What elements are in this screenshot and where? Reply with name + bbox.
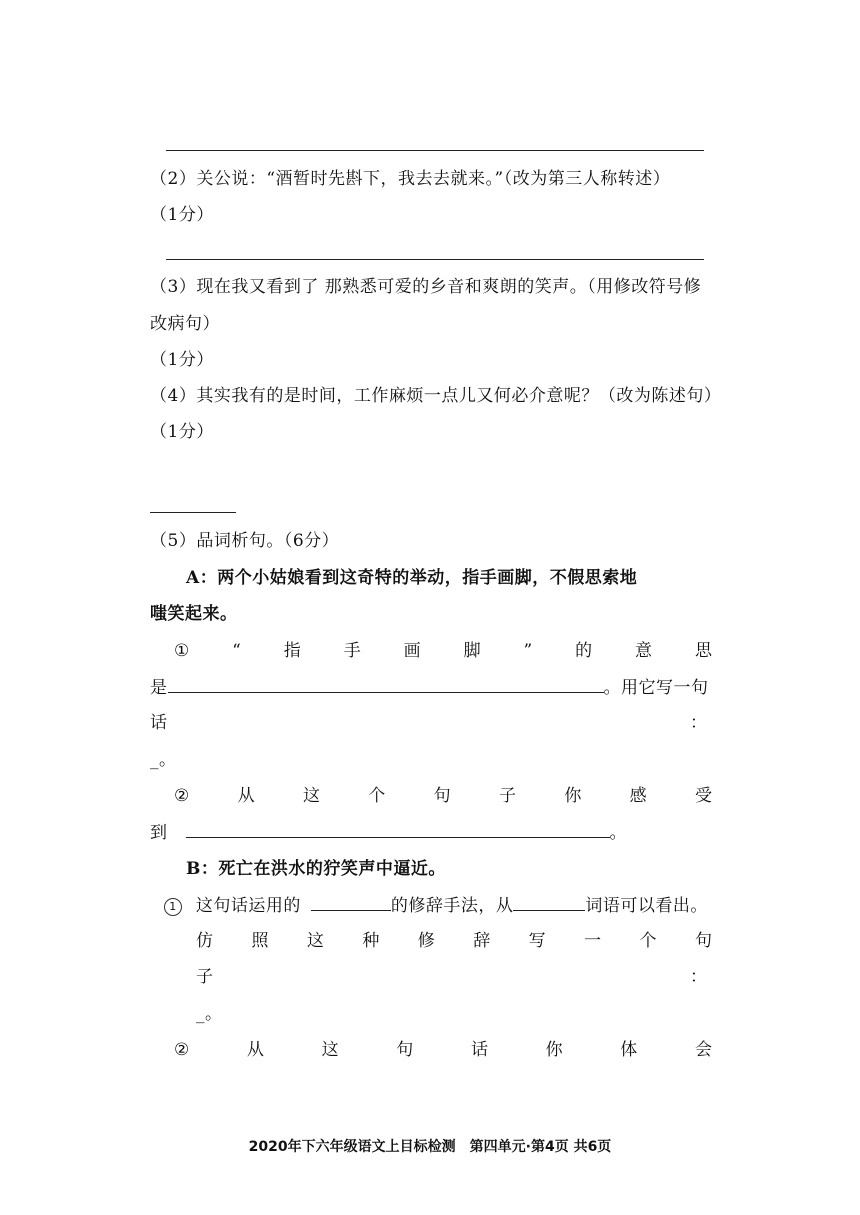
q5-a2-prompt [174,785,712,807]
q4-text: （4）其实我有的是时间，工作麻烦一点儿又何必介意呢？（改为陈述句） [150,386,722,406]
q3-score: （1分） [150,350,214,370]
a1-row-char: 的 [575,641,593,661]
answer-blank-b1-rhetoric[interactable] [311,894,391,911]
a2-row-char: 你 [564,786,582,806]
q5-a1-line2 [150,676,709,699]
a1-row-char: 脚 [463,641,481,661]
q5-b1-line3-prefix: 子 [196,967,214,987]
q5-a1-line3-colon: ： [690,713,708,733]
b2-row-char: 这 [321,1040,339,1060]
b2-row-char: ② [174,1040,190,1060]
q5-a1-line4: _。 [150,750,177,770]
a2-row-char: 受 [695,786,712,806]
q5-sentence-b: B：死亡在洪水的狞笑声中逼近。 [186,859,446,879]
a1-row-char: 思 [694,641,712,661]
b2-row-char: 体 [620,1040,638,1060]
q5-a1-suffix: 。用它写一句 [603,678,709,698]
b2-row-char: 你 [545,1040,563,1060]
b1-row-char: 这 [306,931,324,951]
a2-row-char: 这 [302,786,320,806]
q5-a1-prefix: 是 [150,678,168,698]
answer-line-q2 [166,259,704,260]
page-footer: 2020年下六年级语文上目标检测 第四单元·第4页 共6页 [248,1139,612,1155]
a1-row-char: ” [523,641,533,661]
q5-a2-line2 [150,821,627,844]
q5-b1-line4: _。 [196,1004,223,1024]
b1-row-char: 个 [639,931,657,951]
b2-row-char: 从 [246,1040,264,1060]
answer-line-q1 [166,150,704,151]
q2-score: （1分） [150,205,214,225]
b2-row-char: 句 [396,1040,414,1060]
b2-row-char: 会 [694,1040,712,1060]
b1-row-char: 修 [417,931,435,951]
q5-sentence-a-cont: 嗤笑起来。 [150,604,238,624]
b1-row-char: 照 [251,931,269,951]
b1-row-char: 仿 [196,931,213,951]
q5-title: （5）品词析句。（6分） [150,531,340,551]
a1-row-char: 意 [635,641,653,661]
a1-row-char: 指 [283,641,301,661]
q3-text: （3）现在我又看到了 那熟悉可爱的乡音和爽朗的笑声。（用修改符号修 [150,277,702,297]
q5-b1-line3-colon: ： [690,967,708,987]
a1-row-char: 画 [403,641,421,661]
q5-b1-imitate-prompt [196,930,712,952]
q5-a2-prefix: 到 [150,823,168,843]
q5-b1-number: 1 [164,898,182,916]
b2-row-char: 话 [470,1040,488,1060]
answer-blank-a2-feeling[interactable] [186,821,610,838]
b1-row-char: 写 [528,931,546,951]
q2-text: （2）关公说：“酒暂时先斟下，我去去就来。”（改为第三人称转述） [150,169,671,189]
q5-a2-suffix: 。 [609,823,627,843]
a2-row-char: 个 [368,786,386,806]
q5-b1-text1: 这句话运用的 [195,896,301,916]
q5-a1-prompt [174,640,712,662]
q3-text-cont: 改病句） [150,314,220,334]
b1-row-char: 一 [584,931,602,951]
q5-b1-text3: 词语可以看出。 [585,896,708,916]
q4-score: （1分） [150,422,214,442]
q5-sentence-a: A：两个小姑娘看到这奇特的举动，指手画脚，不假思索地 [186,568,638,588]
answer-blank-a1-meaning[interactable] [168,676,604,693]
b1-row-char: 种 [362,931,380,951]
a2-row-char: 感 [629,786,647,806]
a2-row-char: ② [174,786,190,806]
a2-row-char: 子 [498,786,516,806]
answer-blank-b1-words[interactable] [513,894,585,911]
a2-row-char: 从 [237,786,255,806]
q5-b2-prompt [174,1039,712,1061]
b1-row-char: 句 [694,931,712,951]
a1-row-char: “ [232,641,241,661]
answer-line-q4 [150,512,236,513]
b1-row-char: 辞 [473,931,491,951]
a2-row-char: 句 [433,786,451,806]
q5-a1-line3-prefix: 话 [150,713,168,733]
q5-b1-text2: 的修辞手法，从 [390,896,514,916]
a1-row-char: 手 [343,641,361,661]
a1-row-char: ① [174,641,190,661]
q5-b1-line1 [164,894,708,917]
